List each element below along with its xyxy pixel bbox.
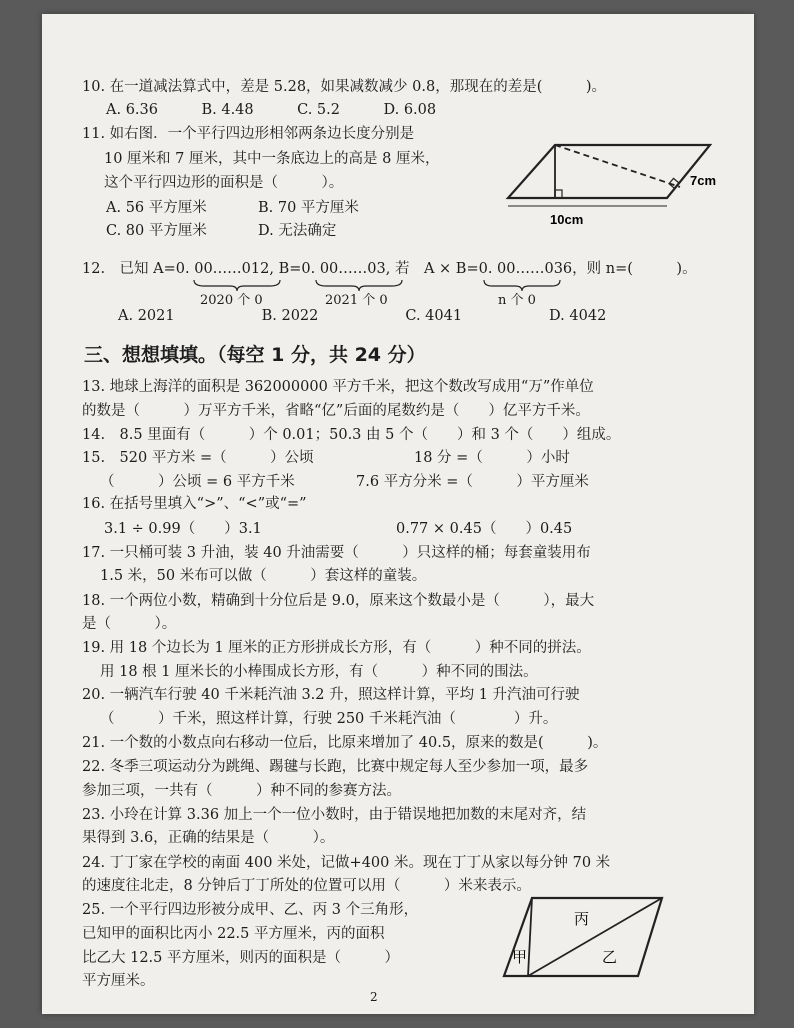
q11-option-c: C. 80 平方厘米	[106, 223, 207, 239]
q16-line1: 16. 在括号里填入“>”、“<”或“=”	[82, 496, 307, 512]
q11-base-label: 10cm	[550, 212, 584, 227]
q11-line3: 这个平行四边形的面积是（ ）。	[104, 175, 344, 191]
q18-line1: 18. 一个两位小数，精确到十分位后是 9.0，原来这个数最小是（ ），最大	[82, 593, 595, 609]
q13-line2: 的数是（ ）万平方千米，省略“亿”后面的尾数约是（ ）亿平方千米。	[82, 403, 590, 419]
q20-line2: （ ）千米，照这样计算，行驶 250 千米耗汽油（ ）升。	[100, 711, 558, 727]
page-number: 2	[370, 990, 378, 1004]
q22-line2: 参加三项，一共有（ ）种不同的参赛方法。	[82, 783, 401, 799]
q16-line2a: 3.1 ÷ 0.99（ ）3.1	[104, 521, 262, 537]
section-3-heading: 三、想想填填。（每空 1 分，共 24 分）	[84, 344, 426, 366]
q12-brace-1	[192, 278, 282, 292]
q23-line2: 果得到 3.6，正确的结果是（ ）。	[82, 830, 335, 846]
q22-line1: 22. 冬季三项运动分为跳绳、踢毽与长跑，比赛中规定每人至少参加一项，最多	[82, 759, 589, 775]
q25-label-yi: 乙	[602, 948, 618, 966]
q11-line2: 10 厘米和 7 厘米，其中一条底边上的高是 8 厘米，	[104, 151, 440, 167]
q11-line1: 11. 如右图．一个平行四边形相邻两条边长度分别是	[82, 126, 415, 142]
q25-line4: 平方厘米。	[82, 973, 155, 989]
q13-line1: 13. 地球上海洋的面积是 362000000 平方千米，把这个数改写成用“万”作单位	[82, 379, 594, 395]
q12-brace-label-2: 2021 个 0	[325, 293, 388, 308]
q19-line2: 用 18 根 1 厘米长的小棒围成长方形，有（ ）种不同的围法。	[100, 664, 538, 680]
q17-line2: 1.5 米，50 米布可以做（ ）套这样的童装。	[100, 568, 427, 584]
q12-brace-label-3: n 个 0	[498, 293, 536, 308]
q24-line2: 的速度往北走，8 分钟后丁丁所处的位置可以用（ ）米来表示。	[82, 878, 531, 894]
q25-line2: 已知甲的面积比丙小 22.5 平方厘米，丙的面积	[82, 926, 385, 942]
q11-parallelogram-figure	[502, 140, 752, 236]
dashed-height-line	[555, 145, 680, 187]
q10-stem: 10. 在一道减法算式中，差是 5.28，如果减数减少 0.8，那现在的差是( )。	[82, 79, 607, 95]
q11-option-a: A. 56 平方厘米	[106, 200, 207, 216]
right-angle-mark	[555, 190, 562, 198]
q12-brace-2	[314, 278, 404, 292]
q12-stem: 12. 已知 A=0. 00……012, B=0. 00……03, 若 A × B=0. 00……036，则 n=( )。	[82, 261, 697, 277]
q12-brace-3	[482, 278, 562, 292]
q17-line1: 17. 一只桶可装 3 升油，装 40 升油需要（ ）只这样的桶；每套童装用布	[82, 545, 591, 561]
q15-line2a: （ ）公顷 = 6 平方千米	[100, 474, 295, 490]
q15-line1a: 15. 520 平方米 =（ ）公顷	[82, 450, 314, 466]
q11-side-label: 7cm	[690, 173, 717, 188]
parallelogram-outline	[508, 145, 710, 198]
q25-line3: 比乙大 12.5 平方厘米，则丙的面积是（ ）	[82, 950, 400, 966]
q25-parallelogram-figure	[498, 894, 678, 984]
exam-page	[42, 14, 754, 1014]
q19-line1: 19. 用 18 个边长为 1 厘米的正方形拼成长方形，有（ ）种不同的拼法。	[82, 640, 591, 656]
q24-line1: 24. 丁丁家在学校的南面 400 米处，记做+400 米。现在丁丁从家以每分钟 70 米	[82, 855, 611, 871]
q21-line: 21. 一个数的小数点向右移动一位后，比原来增加了 40.5，原来的数是( )。	[82, 735, 608, 751]
q12-brace-label-1: 2020 个 0	[200, 293, 263, 308]
q10-options: A. 6.36 B. 4.48 C. 5.2 D. 6.08	[106, 102, 437, 118]
q25-line1: 25. 一个平行四边形被分成甲、乙、丙 3 个三角形，	[82, 902, 419, 918]
q12-options: A. 2021 B. 2022 C. 4041 D. 4042	[118, 308, 607, 324]
q23-line1: 23. 小玲在计算 3.36 加上一个一位小数时，由于错误地把加数的末尾对齐，结	[82, 807, 587, 823]
q11-option-d: D. 无法确定	[258, 223, 337, 239]
q15-line2b: 7.6 平方分米 =（ ）平方厘米	[356, 474, 589, 490]
q16-line2b: 0.77 × 0.45（ ）0.45	[396, 521, 573, 537]
q25-label-bing: 丙	[574, 910, 590, 928]
q14-line: 14. 8.5 里面有（ ）个 0.01；50.3 由 5 个（ ）和 3 个（ ）组成。	[82, 427, 621, 443]
q20-line1: 20. 一辆汽车行驶 40 千米耗汽油 3.2 升，照这样计算，平均 1 升汽油可行驶	[82, 687, 580, 703]
q25-label-jia: 甲	[512, 948, 528, 966]
q15-line1b: 18 分 =（ ）小时	[414, 450, 570, 466]
q11-option-b: B. 70 平方厘米	[258, 200, 359, 216]
q18-line2: 是（ ）。	[82, 616, 177, 632]
